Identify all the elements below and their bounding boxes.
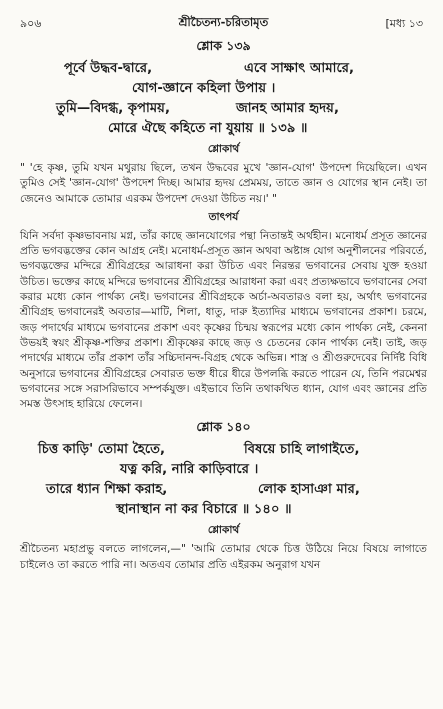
verse-line bbox=[20, 99, 427, 119]
verse-140-text bbox=[20, 440, 427, 520]
verse-line bbox=[20, 59, 427, 79]
verse-line: মোরে ঐছে কহিতে না যুয়ায় ॥ ১৩৯ ॥ bbox=[108, 121, 308, 136]
verse-line-part: বিষয়ে চাহি লাগাইতে, bbox=[244, 442, 360, 458]
purport-heading: তাৎপর্য bbox=[208, 210, 239, 223]
translation-text: " 'হে কৃষ্ণ, তুমি যখন মথুরায় ছিলে, তখন উদ্ধবের মুখে 'জ্ঞান-যোগ' উপদেশ দিয়েছিলে। এখন তুমিও সেই 'জ্ঞান-যোগ' উপদেশ দিচ্ছ। আমার হৃদয় প্রেমময়, তাতে জ্ঞান ও যোগের স্থান নেই। তা জেনেও আমাকে তোমার এরকম উপদেশ দেওয়া উচিত নয়।' " bbox=[20, 162, 427, 205]
verse-line-part: এবে সাক্ষাৎ আমারে, bbox=[244, 61, 355, 76]
translation-heading: শ্লোকার্থ bbox=[207, 524, 240, 537]
verse-line: যত্ন করি, নারি কাড়িবারে । bbox=[120, 462, 259, 478]
translation-text: শ্রীচৈতন্য মহাপ্রভু বলতে লাগলেন,—" 'আমি তোমার থেকে চিত্ত উঠিয়ে নিয়ে বিষয়ে লাগাতে চাইলেও তা করতে পারি না। অতএব তোমার প্রতি এইরকম অনুরাগ যখন bbox=[20, 543, 427, 571]
verse-line-part: পূর্বে উদ্ধব-দ্বারে, bbox=[64, 61, 153, 76]
verse-139-heading: শ্লোক ১৩৯ bbox=[196, 38, 251, 53]
verse-line: স্থানাস্থান না কর বিচারে ॥ ১৪০ ॥ bbox=[116, 502, 292, 518]
verse-139-text bbox=[20, 59, 427, 139]
verse-line-part: তারে ধ্যান শিক্ষা করাহ, bbox=[46, 482, 168, 498]
verse-line-part: লোক হাসাঞা মার, bbox=[258, 482, 360, 498]
verse-line-part: জানহ আমার হৃদয়, bbox=[236, 101, 339, 116]
verse-140-heading: শ্লোক ১৪০ bbox=[196, 419, 251, 435]
verse-line: যোগ-জ্ঞানে কহিলা উপায় । bbox=[132, 81, 276, 96]
verse-line bbox=[20, 480, 427, 500]
section-label: [মধ্য ১৩ bbox=[385, 17, 423, 30]
page-number: ৯০৬ bbox=[20, 17, 42, 30]
translation-heading: শ্লোকার্থ bbox=[207, 143, 240, 155]
verse-line bbox=[20, 440, 427, 460]
verse-line-part: তুমি—বিদগ্ধ, কৃপাময়, bbox=[56, 101, 170, 116]
page-header bbox=[20, 0, 427, 36]
verse-line-part: চিত্ত কাড়ি' তোমা হৈতে, bbox=[38, 442, 166, 458]
running-title: শ্রীচৈতন্য-চরিতামৃত bbox=[178, 15, 269, 29]
purport-text: যিনি সর্বদা কৃষ্ণভাবনায় মগ্ন, তাঁর কাছে জ্ঞানযোগের পন্থা নিতান্তই অর্থহীন। মনোধর্ম প্রসূত জ্ঞানের প্রতি ভগবদ্ভক্তের কোন আগ্রহ নেই। মনোধর্ম-প্রসূত জ্ঞান অথবা অষ্টাঙ্গ যোগ অনুশীলনের পরিবর্তে, ভগবদ্ভক্তের মন্দিরে শ্রীবিগ্রহের আরাধনা করা উচিত এবং নিরন্তর ভগবানের সেবায় যুক্ত হওয়া উচিত। ভক্তের কাছে মন্দিরে ভগবানের শ্রীবিগ্রহের আরাধনা করা এবং প্রত্যক্ষভাবে ভগবানের সেবা করার মধ্যে কোন পার্থক্য নেই। ভগবানের শ্রীবিগ্রহকে অর্চা-অবতারও বলা হয়, অর্থাৎ ভগবানের শ্রীবিগ্রহ ভগবানেরই অবতার—মাটি, শিলা, ধাতু, দারু ইত্যাদির মাধ্যমে ভগবানের প্রকাশ। চরমে, জড় পদার্থের মাধ্যমে ভগবানের প্রকাশ এবং কৃষ্ণের চিন্ময় স্বরূপের মধ্যে কোন পার্থক্য নেই, কেননা উভয়ই স্বয়ং শ্রীকৃষ্ণ-শক্তির প্রকাশ। শ্রীকৃষ্ণের কাছে জড় ও চেতনের কোন পার্থক্য নেই। তাই, জড় পদার্থের মাধ্যমে তাঁর প্রকাশ তাঁর সচ্চিদানন্দ-বিগ্রহ থেকে অভিন্ন। শাস্ত্র ও শ্রীগুরুদেবের নির্দিষ্ট বিধি অনুসারে ভগবানের শ্রীবিগ্রহের সেবারত ভক্ত ধীরে ধীরে উপলব্ধি করতে পারেন যে, তিনি পরমেশ্বর ভগবানের সঙ্গে সরাসরিভাবে সম্পর্কযুক্ত। এইভাবে তিনি তথাকথিত ধ্যান, যোগ এবং জ্ঞানের প্রতি সমস্ত উৎসাহ হারিয়ে ফেলেন। bbox=[20, 229, 427, 411]
